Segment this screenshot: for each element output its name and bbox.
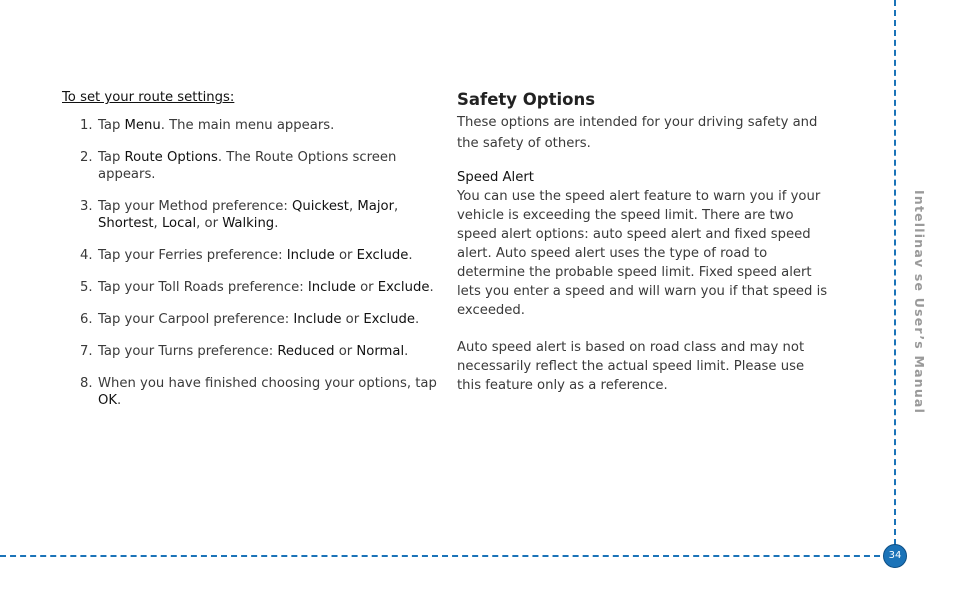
page-number-badge: 34 — [883, 544, 907, 568]
step-option-shortest: Shortest — [98, 216, 154, 231]
step-4 — [80, 247, 442, 264]
step-text: . The Route Options screen appears. — [98, 150, 397, 182]
step-3 — [80, 198, 442, 232]
step-text: . The main menu appears. — [160, 118, 335, 133]
step-option-route-options: Route Options — [124, 150, 218, 165]
step-text: or — [334, 248, 357, 263]
step-text: or — [355, 280, 378, 295]
step-number: 4. — [80, 248, 93, 263]
step-text: . — [429, 280, 434, 295]
step-option-ok: OK — [98, 393, 118, 408]
step-option-include: Include — [286, 248, 335, 263]
step-option-walking: Walking — [222, 216, 275, 231]
step-8 — [80, 375, 442, 409]
step-option-major: Major — [357, 199, 394, 214]
step-number: 2. — [80, 150, 93, 165]
step-option-quickest: Quickest — [292, 199, 349, 214]
step-text: . — [274, 216, 279, 231]
speed-alert-note: Auto speed alert is based on road class and may not necessarily reflect the actual speed limit. Please use this feature only as a reference. — [457, 340, 805, 393]
step-text: , or — [196, 216, 223, 231]
step-text: Tap your Method preference: — [98, 199, 292, 214]
step-number: 8. — [80, 376, 93, 391]
step-2 — [80, 149, 442, 183]
step-text: , — [394, 199, 399, 214]
step-5 — [80, 279, 442, 296]
route-steps-list — [62, 117, 442, 409]
step-text: Tap your Carpool preference: — [98, 312, 294, 327]
speed-alert-description: You can use the speed alert feature to warn you if your vehicle is exceeding the speed limit. There are two speed alert options: auto speed alert and fixed speed alert. Auto speed alert uses the type of road to determine the probable speed limit. Fixed speed alert lets you enter a speed and will warn you if that speed is exceeded. — [457, 189, 828, 318]
step-option-normal: Normal — [356, 344, 405, 359]
step-text: , — [348, 199, 358, 214]
step-text: Tap your Ferries preference: — [98, 248, 287, 263]
step-text: Tap — [98, 150, 125, 165]
step-text: , — [153, 216, 162, 231]
step-option-exclude: Exclude — [356, 248, 409, 263]
step-text: . — [117, 393, 122, 408]
step-text: . — [414, 312, 420, 327]
right-dashed-border — [894, 0, 896, 545]
step-option-exclude: Exclude — [363, 312, 415, 327]
step-text: or — [334, 344, 357, 359]
step-option-include: Include — [293, 312, 342, 327]
safety-options-column — [457, 89, 832, 395]
step-option-local: Local — [161, 216, 197, 231]
route-settings-heading: To set your route settings: — [62, 90, 235, 105]
step-option-reduced: Reduced — [277, 344, 335, 359]
step-1 — [80, 117, 442, 134]
safety-options-intro: These options are intended for your driving safety and the safety of others. — [457, 115, 818, 151]
speed-alert-subheading: Speed Alert — [457, 170, 534, 185]
safety-options-heading: Safety Options — [457, 90, 596, 109]
step-option-menu: Menu — [124, 118, 161, 133]
step-number: 3. — [80, 199, 93, 214]
route-settings-column — [62, 89, 442, 424]
step-text: Tap your Toll Roads preference: — [98, 280, 308, 295]
step-text: Tap — [98, 118, 125, 133]
step-text: When you have finished choosing your options, tap — [98, 376, 437, 391]
manual-title-vertical: Intellinav se User’s Manual — [912, 190, 927, 415]
step-option-exclude: Exclude — [377, 280, 430, 295]
step-text: or — [341, 312, 364, 327]
step-7 — [80, 343, 442, 360]
step-text: Tap your Turns preference: — [98, 344, 278, 359]
step-number: 1. — [80, 118, 93, 133]
step-number: 7. — [80, 344, 93, 359]
step-6 — [80, 311, 442, 328]
step-option-include: Include — [307, 280, 356, 295]
step-text: . — [408, 248, 413, 263]
step-number: 6. — [80, 312, 93, 327]
step-text: . — [404, 344, 409, 359]
bottom-dashed-border — [0, 555, 880, 557]
step-number: 5. — [80, 280, 93, 295]
